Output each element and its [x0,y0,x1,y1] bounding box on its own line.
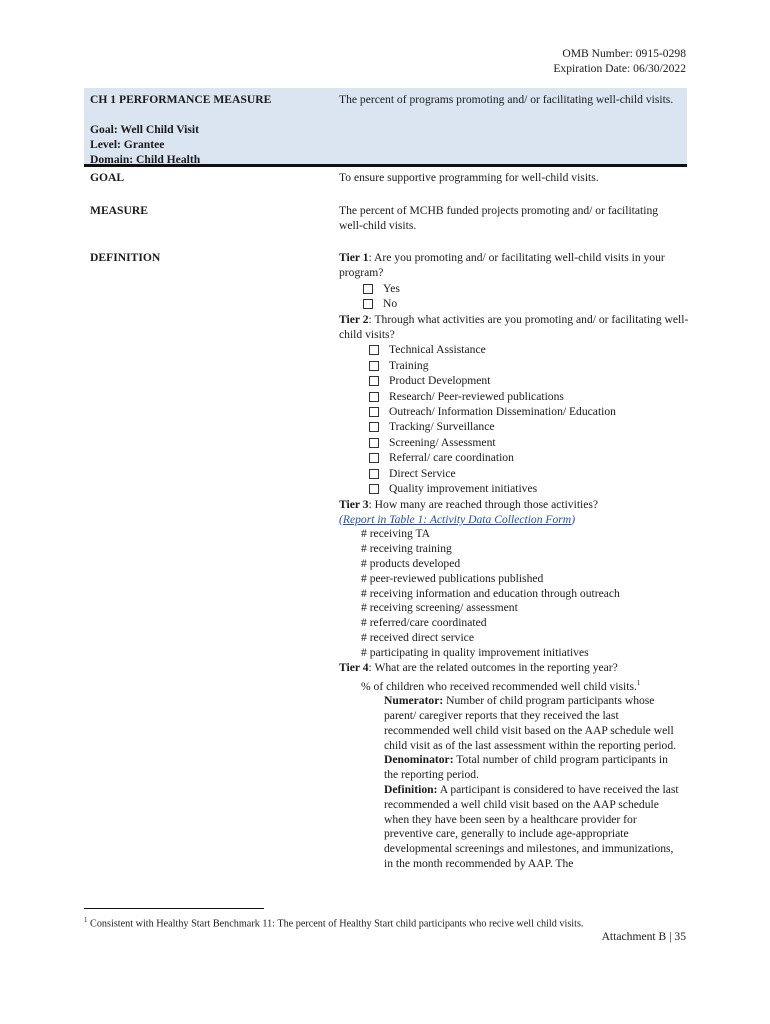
denominator: Denominator: Total number of child program participants in the reporting period. [384,753,668,782]
omb-block [553,46,686,76]
checkbox[interactable] [363,299,373,309]
definition-body [339,250,689,872]
goal-label: GOAL [90,171,125,184]
tier3-report-note: (Report in Table 1: Activity Data Collection Form) [339,512,576,526]
tier2-option[interactable]: Screening/ Assessment [345,435,689,450]
tier2-option[interactable]: Direct Service [345,466,689,481]
checkbox[interactable] [369,422,379,432]
tier2-question: Tier 2: Through what activities are you promoting and/ or facilitating well-child visits? [339,312,689,342]
header-left [90,92,330,167]
footnote-ref: 1 [636,678,641,687]
list-item: # peer-reviewed publications published [361,571,544,585]
list-item: # products developed [361,556,461,570]
tier3-question: Tier 3: How many are reached through those activities? [339,497,599,511]
checkbox[interactable] [369,345,379,355]
tier2-option[interactable]: Quality improvement initiatives [345,481,689,496]
checkbox[interactable] [369,376,379,386]
tier1-option-no[interactable]: No [339,296,689,311]
activity-form-link[interactable]: Report in Table 1: Activity Data Collection Form [342,512,572,526]
list-item: # referred/care coordinated [361,616,487,630]
tier2-option[interactable]: Outreach/ Information Dissemination/ Education [345,404,689,419]
list-item: # receiving screening/ assessment [361,601,518,615]
tier3-items [339,527,689,660]
tier2-option[interactable]: Technical Assistance [345,342,689,357]
definition-label: DEFINITION [90,251,161,264]
omb-number: OMB Number: 0915-0298 [562,47,686,60]
level-line: Level: Grantee [90,138,165,151]
checkbox[interactable] [369,469,379,479]
checkbox[interactable] [369,407,379,417]
list-item: # received direct service [361,630,474,644]
tier2-option[interactable]: Training [345,358,689,373]
tier2-options [345,342,689,496]
page-number: Attachment B | 35 [601,930,686,943]
tier2-option[interactable]: Referral/ care coordination [345,450,689,465]
expiration-date: Expiration Date: 06/30/2022 [553,62,686,75]
tier1-option-yes[interactable]: Yes [339,281,689,296]
tier1-options [339,281,689,312]
header-description: The percent of programs promoting and/ or facilitating well-child visits. [339,93,674,106]
list-item: # receiving TA [361,527,431,541]
footnote: $^1$ Consistent with Healthy Start Benchmark 11: The percent of Healthy Start child participants who recive well child visits. [84,916,584,930]
definition-text: Definition: A participant is considered to have received the last recommended a well child visit based on the AAP schedule when they have been seen by a healthcare provider for preventive care, generally to include age-appropriate developmental screenings and milestones, and immunizations, in the month recommended by AAP. The [384,782,679,870]
checkbox[interactable] [369,392,379,402]
tier4-percent: % of children who received recommended well child visits.$^1$ [361,678,641,693]
checkbox[interactable] [363,284,373,294]
checkbox[interactable] [369,453,379,463]
tier2-option[interactable]: Research/ Peer-reviewed publications [345,389,689,404]
list-item: # receiving information and education through outreach [361,586,620,600]
measure-title: CH 1 PERFORMANCE MEASURE [90,93,272,106]
list-item: # receiving training [361,542,452,556]
list-item: # participating in quality improvement initiatives [361,645,589,659]
tier2-option[interactable]: Tracking/ Surveillance [345,419,689,434]
checkbox[interactable] [369,361,379,371]
measure-label: MEASURE [90,204,148,217]
measure-header [84,88,687,167]
tier1-question: Tier 1: Are you promoting and/ or facilitating well-child visits in your program? [339,251,665,280]
checkbox[interactable] [369,438,379,448]
tier4-question: Tier 4: What are the related outcomes in the reporting year? [339,661,618,675]
measure-text: The percent of MCHB funded projects promoting and/ or facilitating well-child visits. [339,204,659,233]
goal-text: To ensure supportive programming for well-child visits. [339,171,599,184]
goal-line: Goal: Well Child Visit [90,123,199,136]
tier2-option[interactable]: Product Development [345,373,689,388]
domain-line: Domain: Child Health [90,153,201,166]
tier4-details [339,694,684,872]
footnote-divider [84,908,264,909]
checkbox[interactable] [369,484,379,494]
numerator: Numerator: Number of child program participants whose parent/ caregiver reports that they received the last recommended well child visit based on the AAP schedule well child visit as of the last assessment within the reporting period. [384,694,677,752]
